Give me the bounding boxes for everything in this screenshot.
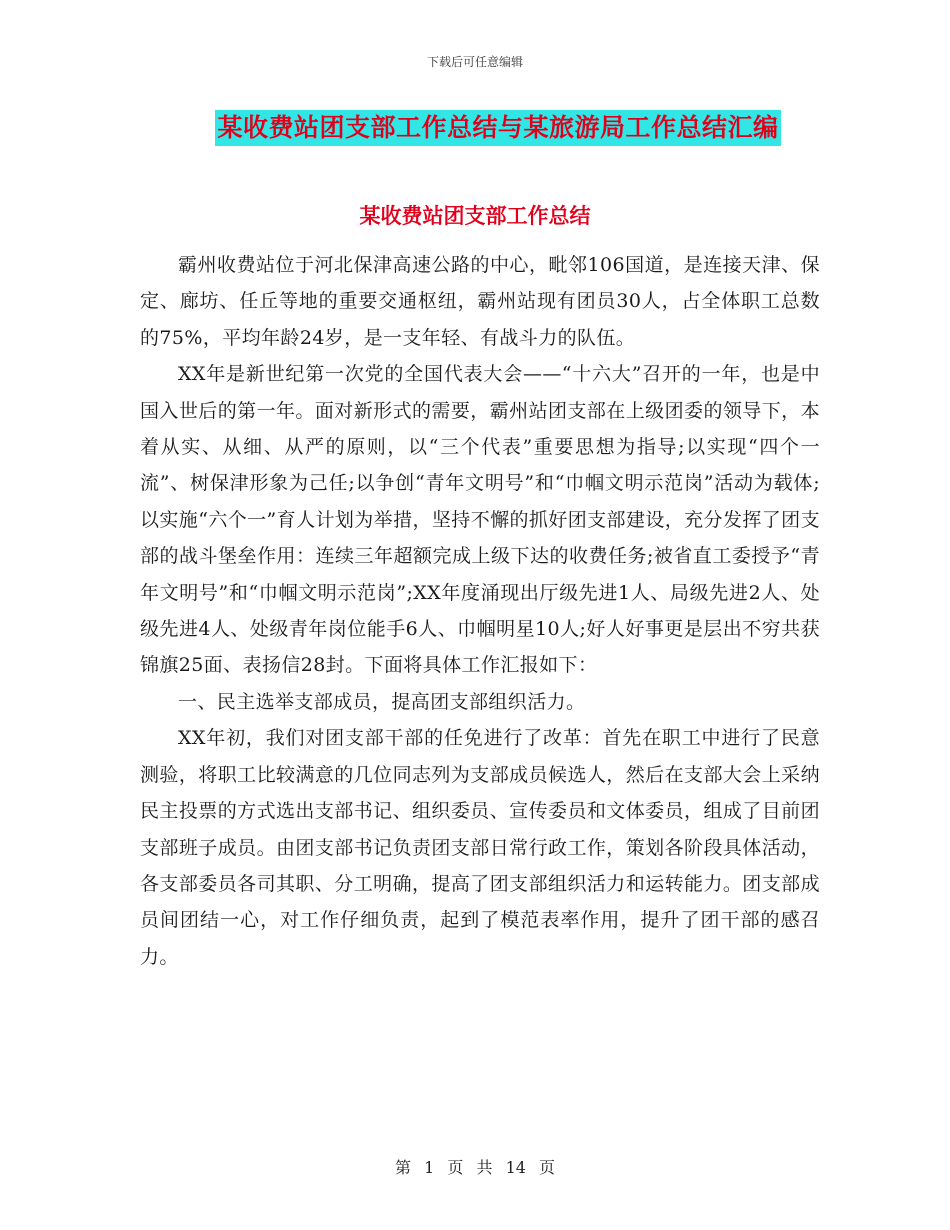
footer-prefix: 第 bbox=[394, 1158, 411, 1177]
paragraph-intro: 霸州收费站位于河北保津高速公路的中心，毗邻106国道，是连接天津、保定、廊坊、任丘等地的重要交通枢纽，霸州站现有团员30人，占全体职工总数的75%，平均年龄24岁，是一支年轻、有战斗力的队伍。 bbox=[140, 254, 820, 349]
footer-page-unit: 页 bbox=[447, 1158, 464, 1177]
main-title-container bbox=[0, 110, 950, 146]
document-body bbox=[140, 247, 820, 975]
page-footer bbox=[0, 1155, 950, 1178]
footer-total-prefix: 共 bbox=[476, 1158, 493, 1177]
footer-total-pages: 14 bbox=[505, 1158, 526, 1177]
page-header-note: 下载后可任意编辑 bbox=[426, 55, 523, 69]
paragraph-overview: XX年是新世纪第一次党的全国代表大会——“十六大”召开的一年，也是中国入世后的第一年。面对新形式的需要，霸州站团支部在上级团委的领导下，本着从实、从细、从严的原则，以“三个代表”重要思想为指导;以实现“四个一流”、树保津形象为己任;以争创“青年文明号”和“巾帼文明示范岗”活动为载体;以实施“六个一”育人计划为举措，坚持不懈的抓好团支部建设，充分发挥了团支部的战斗堡垒作用：连续三年超额完成上级下达的收费任务;被省直工委授予“青年文明号”和“巾帼文明示范岗”;XX年度涌现出厅级先进1人、局级先进2人、处级先进4人、处级青年岗位能手6人、巾帼明星10人;好人好事更是层出不穷共获锦旗25面、表扬信28封。下面将具体工作汇报如下： bbox=[140, 363, 820, 677]
footer-total-unit: 页 bbox=[539, 1158, 556, 1177]
section-title: 某收费站团支部工作总结 bbox=[359, 203, 591, 228]
paragraph-heading-1: 一、民主选举支部成员，提高团支部组织活力。 bbox=[178, 690, 586, 713]
paragraph-election: XX年初，我们对团支部干部的任免进行了改革：首先在职工中进行了民意测验，将职工比较满意的几位同志列为支部成员候选人，然后在支部大会上采纳民主投票的方式选出支部书记、组织委员、宣传委员和文体委员，组成了目前团支部班子成员。由团支部书记负责团支部日常行政工作，策划各阶段具体活动，各支部委员各司其职、分工明确，提高了团支部组织活力和运转能力。团支部成员间团结一心，对工作仔细负责，起到了模范表率作用，提升了团干部的感召力。 bbox=[140, 727, 820, 968]
footer-current-page: 1 bbox=[424, 1158, 435, 1177]
main-title: 某收费站团支部工作总结与某旅游局工作总结汇编 bbox=[215, 110, 780, 146]
